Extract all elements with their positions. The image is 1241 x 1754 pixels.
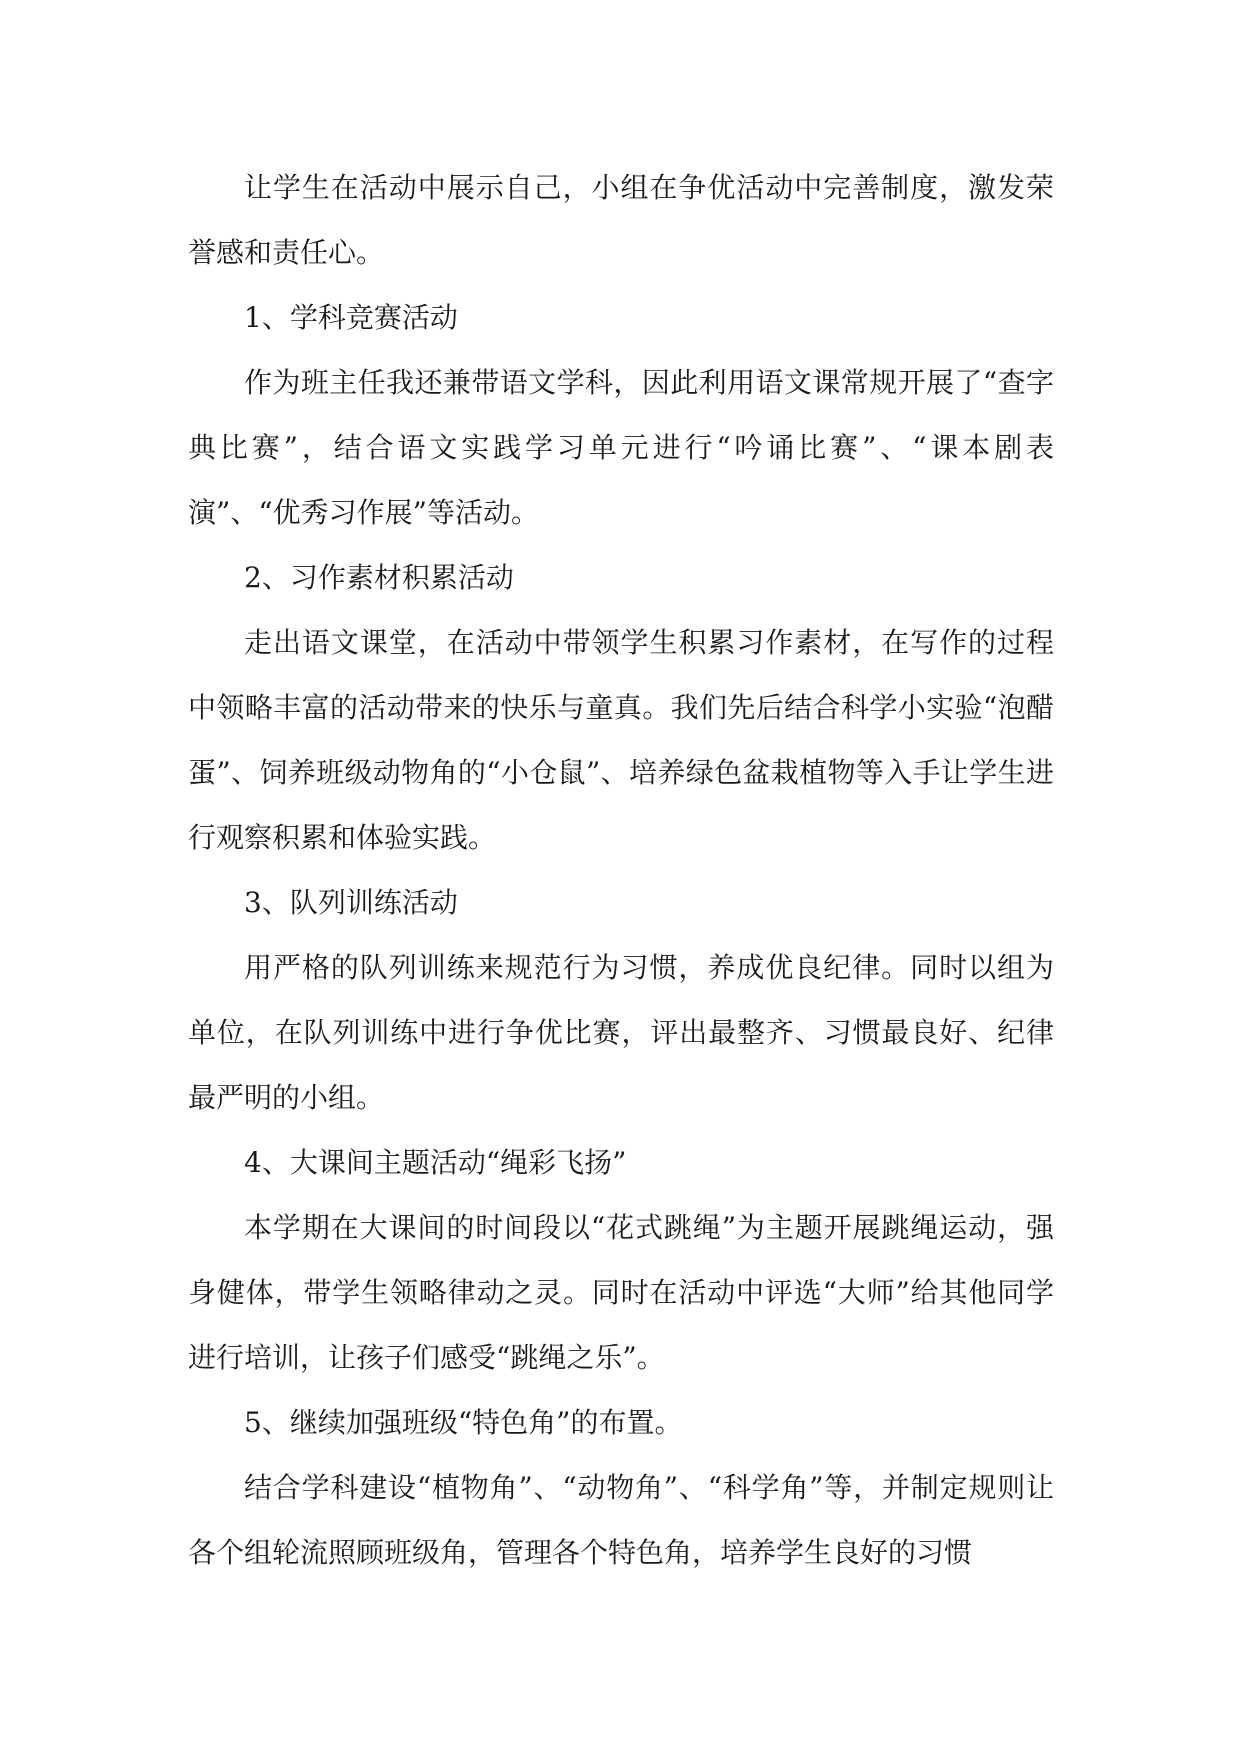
paragraph-writing-material: 走出语文课堂，在活动中带领学生积累习作素材，在写作的过程中领略丰富的活动带来的快乐与童真。我们先后结合科学小实验“泡醋蛋”、饲养班级动物角的“小仓鼠”、培养绿色盆栽植物等入手让学生进行观察积累和体验实践。 [188, 626, 1054, 854]
paragraph-rope-skipping: 本学期在大课间的时间段以“花式跳绳”为主题开展跳绳运动，强身健体，带学生领略律动之灵。同时在活动中评选“大师”给其他同学进行培训，让孩子们感受“跳绳之乐”。 [188, 1211, 1054, 1374]
heading-rope-skipping: 4、大课间主题活动“绳彩飞扬” [244, 1146, 627, 1179]
paragraph-feature-corner: 结合学科建设“植物角”、“动物角”、“科学角”等，并制定规则让各个组轮流照顾班级角，管理各个特色角，培养学生良好的习惯 [188, 1471, 1054, 1569]
paragraph-drill-training: 用严格的队列训练来规范行为习惯，养成优良纪律。同时以组为单位，在队列训练中进行争优比赛，评出最整齐、习惯最良好、纪律最严明的小组。 [188, 951, 1054, 1114]
heading-subject-competition: 1、学科竞赛活动 [244, 301, 458, 334]
document-page [188, 155, 1054, 1585]
heading-feature-corner: 5、继续加强班级“特色角”的布置。 [244, 1406, 683, 1439]
heading-writing-material: 2、习作素材积累活动 [244, 561, 514, 594]
heading-drill-training: 3、队列训练活动 [244, 886, 458, 919]
paragraph-intro: 让学生在活动中展示自己，小组在争优活动中完善制度，激发荣誉感和责任心。 [188, 171, 1054, 269]
paragraph-subject-competition: 作为班主任我还兼带语文学科，因此利用语文课常规开展了“查字典比赛”，结合语文实践学习单元进行“吟诵比赛”、“课本剧表演”、“优秀习作展”等活动。 [188, 366, 1054, 529]
